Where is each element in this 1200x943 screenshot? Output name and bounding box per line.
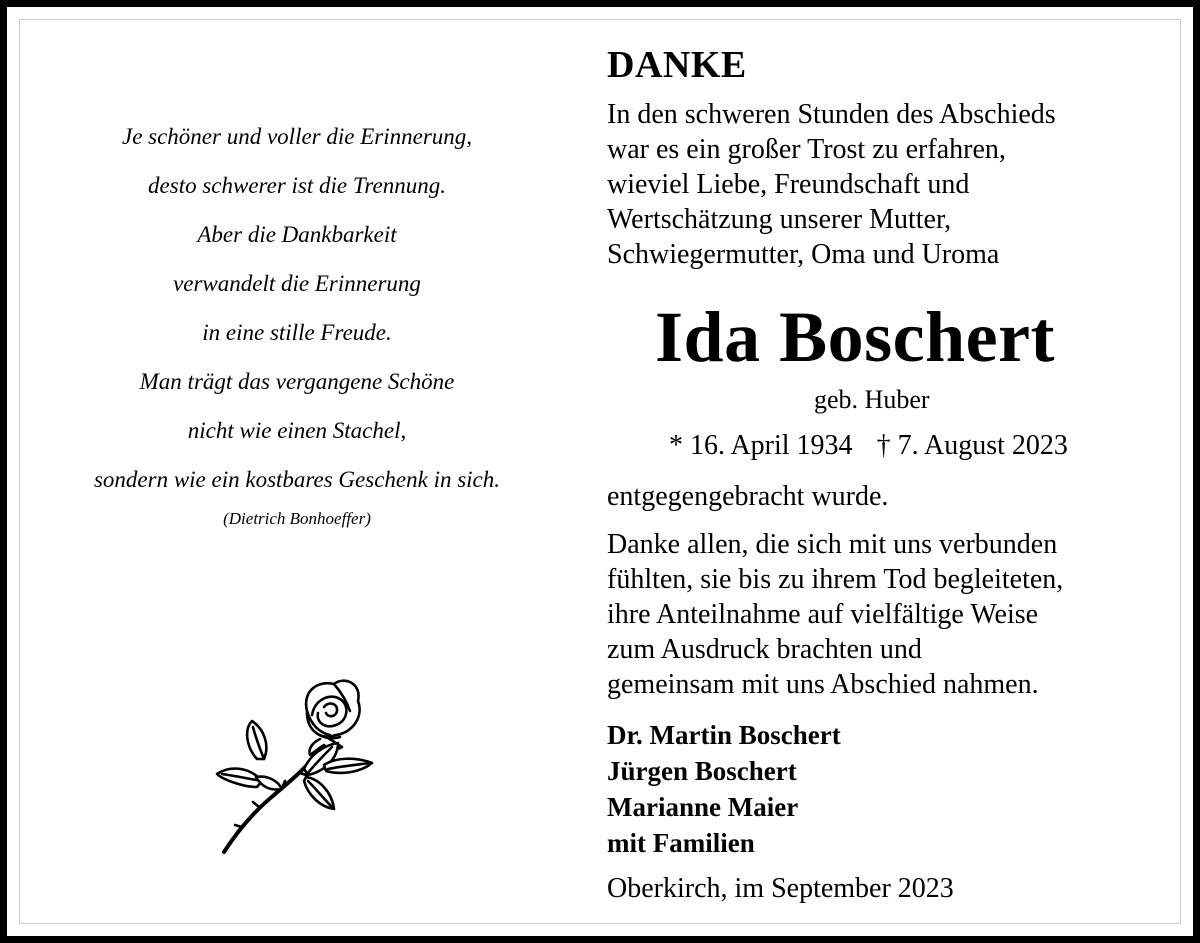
signer-name: Jürgen Boschert bbox=[607, 756, 797, 786]
poem-block bbox=[47, 118, 547, 531]
poem-line: sondern wie ein kostbares Geschenk in sich. bbox=[93, 467, 501, 492]
thanks-line: gemeinsam mit uns Abschied nahmen. bbox=[607, 669, 1039, 700]
notice-heading: DANKE bbox=[607, 44, 747, 86]
poem-line: Man trägt das vergangene Schöne bbox=[139, 369, 455, 394]
poem-line: Aber die Dankbarkeit bbox=[197, 222, 397, 247]
intro-line: Schwiegermutter, Oma und Uroma bbox=[607, 239, 1000, 270]
poem-line: desto schwerer ist die Trennung. bbox=[148, 173, 446, 198]
maiden-name: geb. Huber bbox=[814, 385, 930, 414]
poem-author: (Dietrich Bonhoeffer) bbox=[223, 509, 371, 528]
intro-line: war es ein großer Trost zu erfahren, bbox=[607, 134, 1006, 165]
intro-line: wieviel Liebe, Freundschaft und bbox=[607, 169, 970, 200]
signer-name: Marianne Maier bbox=[607, 792, 799, 822]
intro-text bbox=[607, 97, 1167, 272]
thanks-line: fühlten, sie bis zu ihrem Tod begleiteten, bbox=[607, 564, 1064, 595]
rose-icon bbox=[212, 677, 382, 857]
intro-line: In den schweren Stunden des Abschieds bbox=[607, 99, 1056, 130]
life-dates bbox=[669, 429, 1068, 463]
signer-name: Dr. Martin Boschert bbox=[607, 720, 841, 750]
signer-name: mit Familien bbox=[607, 828, 755, 858]
death-date: † 7. August 2023 bbox=[876, 430, 1068, 461]
poem-line: verwandelt die Erinnerung bbox=[173, 271, 421, 296]
thanks-text bbox=[607, 527, 1167, 702]
thanks-line: zum Ausdruck brachten und bbox=[607, 634, 922, 665]
poem-line: nicht wie einen Stachel, bbox=[187, 418, 407, 443]
after-name-text: entgegengebracht wurde. bbox=[607, 481, 889, 512]
thanks-line: Danke allen, die sich mit uns verbunden bbox=[607, 529, 1058, 560]
thanks-line: ihre Anteilnahme auf vielfältige Weise bbox=[607, 599, 1039, 630]
poem-line: Je schöner und voller die Erinnerung, bbox=[121, 124, 473, 149]
deceased-name: Ida Boschert bbox=[655, 297, 1055, 377]
birth-date: * 16. April 1934 bbox=[669, 430, 853, 461]
intro-line: Wertschätzung unserer Mutter, bbox=[607, 204, 952, 235]
poem-line: in eine stille Freude. bbox=[202, 320, 392, 345]
place-date: Oberkirch, im September 2023 bbox=[607, 873, 954, 904]
signers-list bbox=[607, 717, 841, 861]
